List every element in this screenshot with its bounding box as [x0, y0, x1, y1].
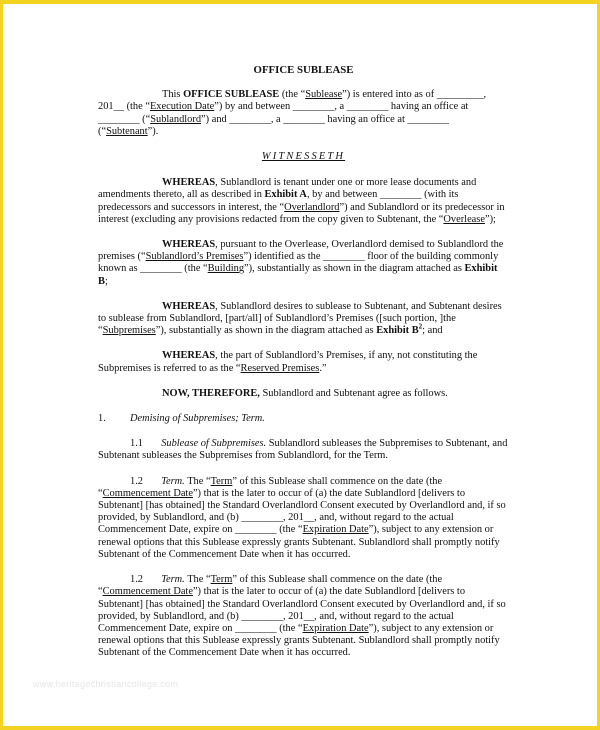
site-watermark: www.heritagechristiancollege.com: [33, 679, 179, 689]
section-1-2-first: 1.2 Term. The “Term” of this Sublease shall commence on the date (the “Commencement Date”) that is the later to occur of (a) the date Sublandlord [delivers to Subtenant] [has obtained] the Standard Overlandlord Consent executed by Overlandlord and, if so provided, by Sublandlord, and (b) ________, 201__, and, without regard to the actual Commencement Date, expire on ________ (the “Expiration Date”), subject to any extension or renewal options that this Sublease expressly grants Subtenant. Sublandlord shall promptly notify Subtenant of the Commencement Date when it has occurred.: [98, 475, 506, 560]
document-title: OFFICE SUBLEASE: [253, 64, 354, 76]
whereas-paragraph-4: WHEREAS, the part of Sublandlord’s Premises, if any, not constituting the Subpremises is referred to as the “Reserved Premises.”: [98, 350, 478, 374]
whereas-paragraph-1: WHEREAS, Sublandlord is tenant under one or more lease documents and amendments thereto, all as described in Exhibit A, by and between ________ (with its predecessors and successors in interest, the “Overlandlord”) and Sublandlord or its predecessor in interest (excluding any provisions redacted from the copy given to Subtenant, the “Overlease”);: [98, 177, 505, 225]
now-therefore-paragraph: NOW, THEREFORE, Sublandlord and Subtenant agree as follows.: [162, 387, 448, 399]
document-page: [3, 4, 597, 726]
section-1-1: 1.1 Sublease of Subpremises. Sublandlord subleases the Subpremises to Subtenant, and Subtenant subleases the Subpremises from Sublandlord, for the Term.: [98, 438, 508, 462]
section-1-heading: 1. Demising of Subpremises; Term.: [98, 413, 265, 425]
witnesseth-heading: WITNESSETH: [261, 151, 346, 163]
whereas-paragraph-2: WHEREAS, pursuant to the Overlease, Overlandlord demised to Sublandlord the premises (“Sublandlord’s Premises”) identified as the ________ floor of the building commonly known as ________ (the “Building”), substantially as shown in the diagram attached as Exhibit B;: [98, 239, 504, 287]
intro-paragraph: This OFFICE SUBLEASE (the “Sublease”) is entered into as of _________, 201__ (the “Execution Date”) by and between ________, a ________ having an office at ________ (“Sublandlord”) and ________, a ________ having an office at ________ (“Subtenant”).: [98, 89, 487, 137]
section-1-2-second: 1.2 Term. The “Term” of this Sublease shall commence on the date (the “Commencement Date”) that is the later to occur of (a) the date Sublandlord [delivers to Subtenant] [has obtained] the Standard Overlandlord Consent executed by Overlandlord and, if so provided, by Sublandlord, and (b) ________, 201__, and, without regard to the actual Commencement Date, expire on ________ (the “Expiration Date”), subject to any extension or renewal options that this Sublease expressly grants Subtenant. Sublandlord shall promptly notify Subtenant of the Commencement Date when it has occurred.: [98, 574, 506, 659]
whereas-paragraph-3: WHEREAS, Sublandlord desires to sublease to Subtenant, and Subtenant desires to sublease from Sublandlord, [part/all] of Sublandlord’s Premises ([such portion, ]the “Subpremises”), substantially as shown in the diagram attached as Exhibit $B^2$; and: [98, 300, 502, 337]
